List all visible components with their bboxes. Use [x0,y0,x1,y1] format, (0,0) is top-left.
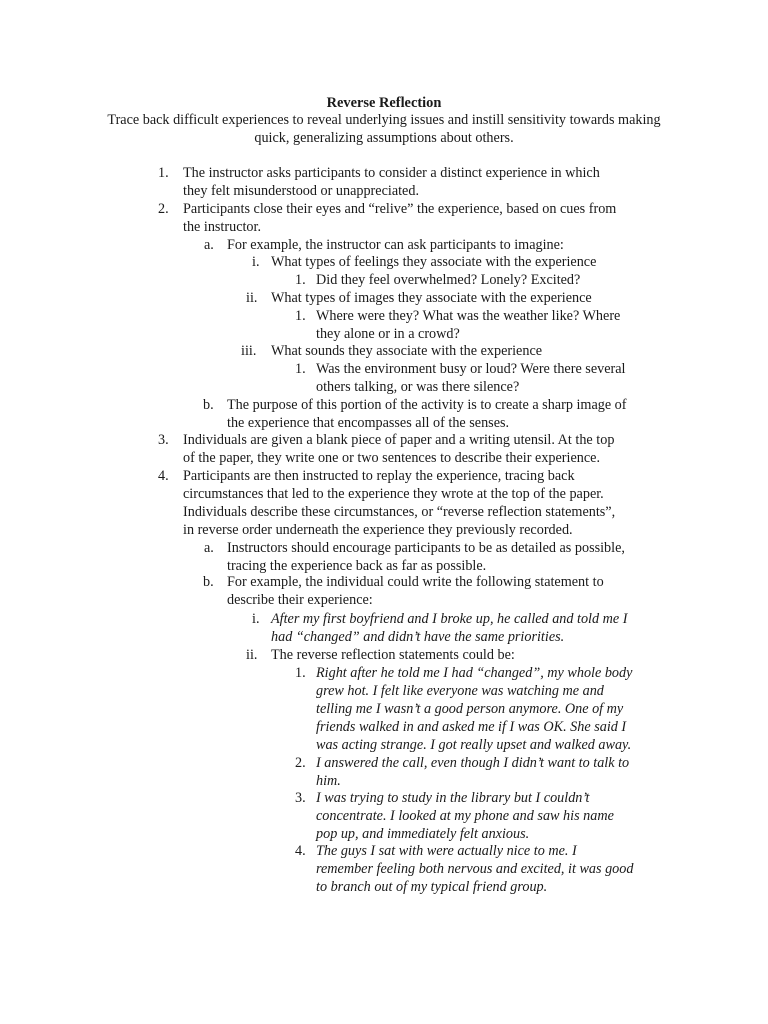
list-item-marker: b. [203,574,214,590]
list-item-line: What types of feelings they associate with the experience [271,254,597,270]
list-item-marker: 3. [295,790,306,806]
list-item-marker: 1. [295,308,306,324]
list-item-marker: 1. [295,665,306,681]
list-item-line: the experience that encompasses all of the senses. [227,414,510,431]
list-item-line: Was the environment busy or loud? Were there several [316,361,626,377]
list-item-marker: b. [203,397,214,413]
list-item-line: they alone or in a crowd? [316,325,460,342]
list-item-line: What sounds they associate with the experience [271,343,543,359]
list-item-line: Instructors should encourage participants to be as detailed as possible, [227,540,625,556]
list-item-line: For example, the instructor can ask participants to imagine: [227,237,564,253]
page-title: Reverse Reflection [326,95,442,111]
list-item-marker: 3. [158,432,169,448]
list-item-line: The reverse reflection statements could be: [271,647,515,663]
list-item-line: him. [316,772,341,789]
list-item-line: Where were they? What was the weather like? Where [316,308,621,324]
list-item-marker: a. [204,540,214,556]
list-item-marker: 2. [295,755,306,771]
list-item-line: The instructor asks participants to consider a distinct experience in which [183,165,600,181]
list-item-line: was acting strange. I got really upset and walked away. [316,736,632,753]
list-item-marker: 4. [158,468,169,484]
list-item-line: in reverse order underneath the experience they previously recorded. [183,521,573,538]
list-item-line: After my first boyfriend and I broke up, he called and told me I [271,611,628,627]
list-item-line: I answered the call, even though I didn’t want to talk to [316,755,630,771]
list-item-line: The purpose of this portion of the activity is to create a sharp image of [227,397,627,413]
list-item-line: I was trying to study in the library but I couldn’t [316,790,590,806]
list-item-line: they felt misunderstood or unappreciated. [183,182,419,199]
list-item-line: the instructor. [183,218,262,235]
list-item-line: Participants are then instructed to replay the experience, tracing back [183,468,575,484]
list-item-marker: a. [204,237,214,253]
list-item-marker: iii. [241,343,257,359]
list-item-line: Did they feel overwhelmed? Lonely? Excited? [316,272,581,288]
list-item-line: Right after he told me I had “changed”, my whole body [316,665,633,681]
list-item-marker: 1. [295,361,306,377]
list-item-marker: 2. [158,201,169,217]
list-item-marker: ii. [246,290,258,306]
list-item-line: of the paper, they write one or two sentences to describe their experience. [183,449,600,466]
list-item-marker: i. [252,611,260,627]
list-item-line: What types of images they associate with the experience [271,290,592,306]
list-item-marker: ii. [246,647,258,663]
list-item-line: The guys I sat with were actually nice to me. I [316,843,577,859]
list-item-line: remember feeling both nervous and excited, it was good [316,860,634,877]
list-item-line: had “changed” and didn’t have the same priorities. [271,628,565,645]
list-item-line: circumstances that led to the experience they wrote at the top of the paper. [183,485,604,502]
list-item-line: to branch out of my typical friend group. [316,878,548,895]
list-item-marker: 1. [158,165,169,181]
list-item-line: Individuals are given a blank piece of paper and a writing utensil. At the top [183,432,615,448]
list-item-line: pop up, and immediately felt anxious. [316,825,530,842]
list-item-marker: 1. [295,272,306,288]
list-item-line: tracing the experience back as far as possible. [227,557,487,574]
list-item-line: Individuals describe these circumstances, or “reverse reflection statements”, [183,503,616,520]
page-subtitle: Trace back difficult experiences to reveal underlying issues and instill sensitivity towards making quick, generalizing assumptions about others. [107,112,661,146]
list-item-line: grew hot. I felt like everyone was watching me and [316,682,604,699]
list-item-line: friends walked in and asked me if I was OK. She said I [316,718,627,735]
list-item-line: others talking, or was there silence? [316,378,520,395]
list-item-marker: 4. [295,843,306,859]
list-item-line: telling me I wasn’t a good person anymore. One of my [316,700,624,717]
list-item-marker: i. [252,254,260,270]
list-item-line: For example, the individual could write the following statement to [227,574,604,590]
list-item-line: concentrate. I looked at my phone and saw his name [316,807,614,824]
list-item-line: describe their experience: [227,591,373,608]
list-item-line: Participants close their eyes and “relive” the experience, based on cues from [183,201,617,217]
